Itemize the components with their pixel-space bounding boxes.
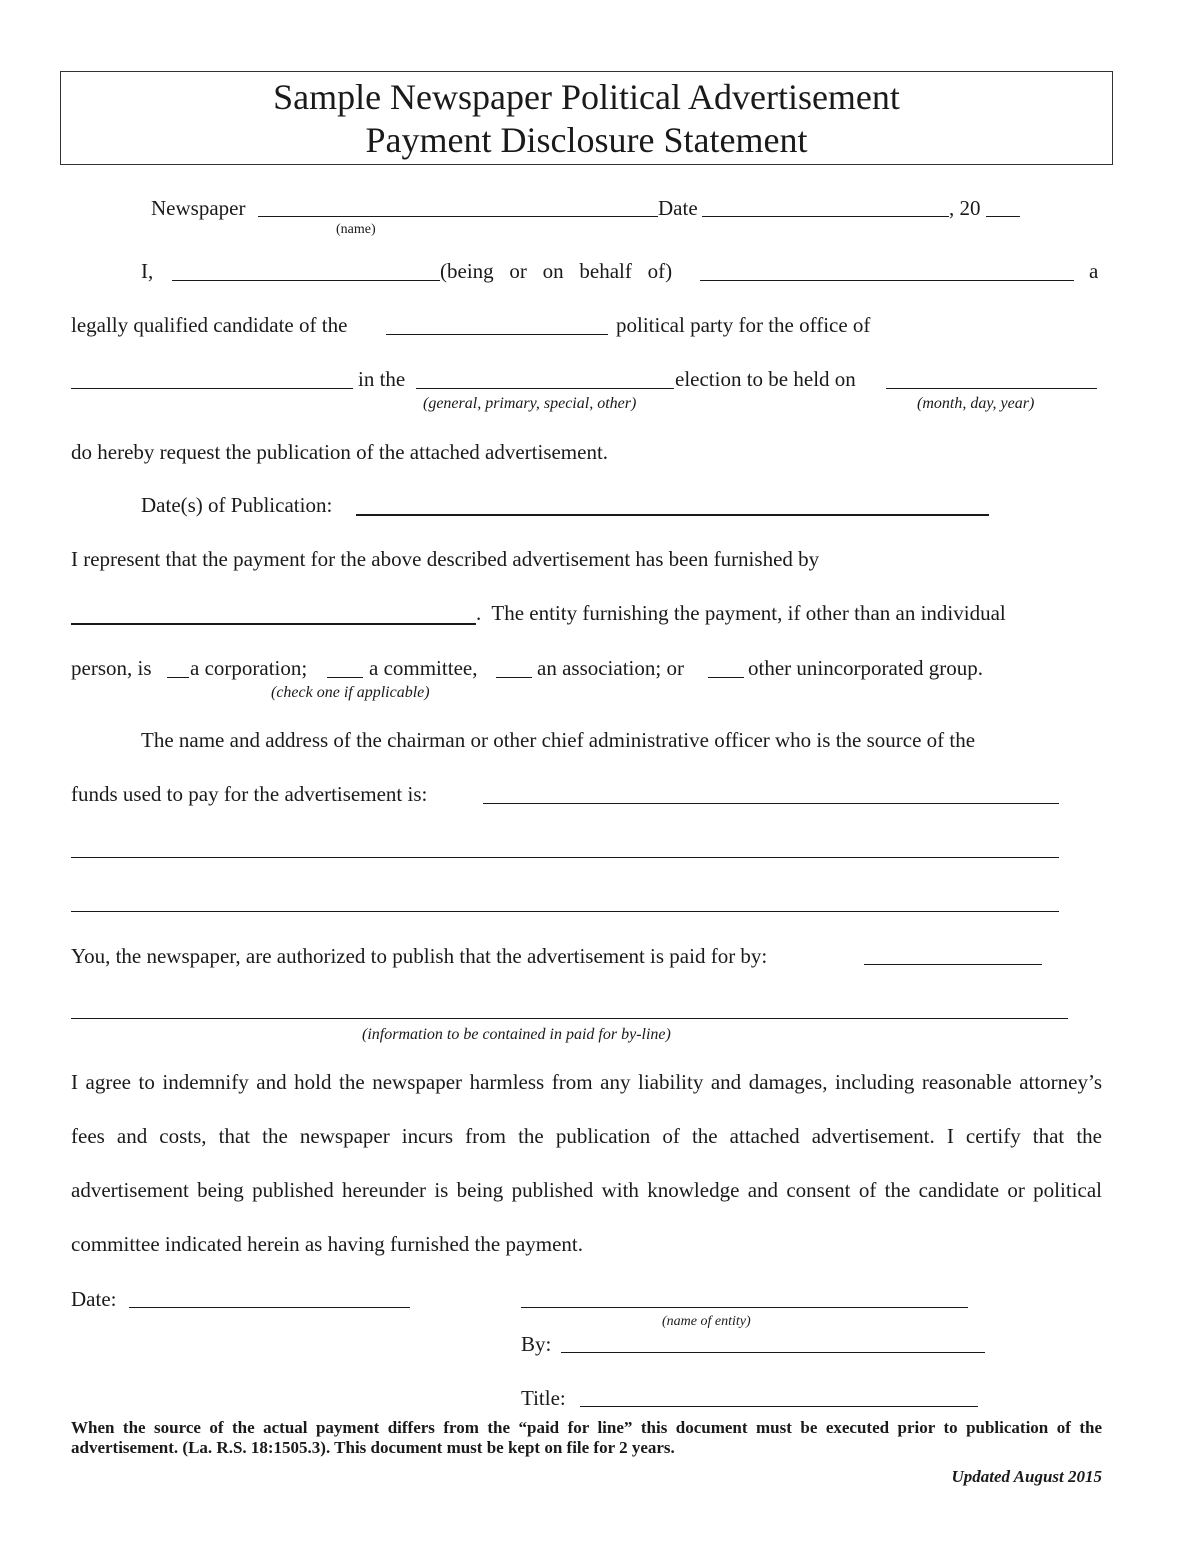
indemnify-paragraph: I agree to indemnify and hold the newspaper harmless from any liability and damages, including reasonable attorney’s fees and costs, that the newspaper incurs from the publication of the attached advertisement. I certify that the advertisement being published hereunder is being published with knowledge and consent of the candidate or political committee indicated herein as having furnished the payment. — [71, 1070, 1102, 1256]
entity-name-field[interactable] — [521, 1307, 968, 1308]
party-suffix: political party for the office of — [616, 313, 871, 337]
footnote: When the source of the actual payment differs from the “paid for line” this document must be executed prior to publication of the advertisement. (La. R.S. 18:1505.3). This document must be kept on file for 2 years. — [71, 1418, 1102, 1457]
committee-label: a committee, — [369, 656, 478, 680]
office-field[interactable] — [71, 388, 353, 389]
authorized-text: You, the newspaper, are authorized to publish that the advertisement is paid for by: — [71, 944, 768, 968]
title-line-2: Payment Disclosure Statement — [365, 120, 808, 160]
publication-label: Date(s) of Publication: — [141, 493, 333, 517]
signature-date-field[interactable] — [129, 1307, 410, 1308]
association-checkbox[interactable] — [496, 677, 532, 678]
entity-text: . The entity furnishing the payment, if other than an individual — [476, 601, 1006, 625]
title-label: Title: — [521, 1386, 566, 1410]
newspaper-name-field[interactable] — [258, 216, 658, 217]
signer-title-field[interactable] — [580, 1406, 978, 1407]
payment-source-field[interactable] — [71, 623, 476, 625]
association-label: an association; or — [537, 656, 684, 680]
corporation-label: a corporation; — [190, 656, 308, 680]
publication-dates-field[interactable] — [356, 514, 989, 516]
by-label: By: — [521, 1332, 552, 1356]
document-title-box — [60, 71, 1113, 165]
chairman-text-2: funds used to pay for the advertisement is: — [71, 782, 428, 806]
year-field[interactable] — [986, 216, 1020, 217]
corporation-checkbox[interactable] — [167, 677, 189, 678]
i-label: I, — [141, 259, 154, 283]
updated-date: Updated August 2015 — [951, 1467, 1102, 1486]
request-text: do hereby request the publication of the attached advertisement. — [71, 440, 609, 464]
chairman-address-field-3[interactable] — [71, 911, 1059, 912]
a-label: a — [1089, 259, 1099, 283]
person-is-label: person, is — [71, 656, 152, 680]
date-field[interactable] — [702, 216, 949, 217]
signature-date-label: Date: — [71, 1287, 117, 1311]
behalf-of-field[interactable] — [700, 280, 1074, 281]
election-label: election to be held on — [675, 367, 856, 391]
represent-text: I represent that the payment for the above described advertisement has been furnished by — [71, 547, 820, 571]
party-field[interactable] — [386, 334, 608, 335]
election-type-caption: (general, primary, special, other) — [423, 395, 637, 412]
chairman-address-field-1[interactable] — [483, 803, 1059, 804]
paid-for-by-field-2[interactable] — [71, 1018, 1068, 1019]
year-prefix: , 20 — [949, 196, 981, 220]
behalf-label: (being or on behalf of) — [440, 259, 673, 283]
date-label: Date — [658, 196, 698, 220]
other-group-label: other unincorporated group. — [748, 656, 984, 680]
committee-checkbox[interactable] — [327, 677, 363, 678]
entity-caption: (name of entity) — [662, 1314, 751, 1329]
election-type-field[interactable] — [416, 388, 674, 389]
chairman-address-field-2[interactable] — [71, 857, 1059, 858]
election-date-caption: (month, day, year) — [917, 395, 1035, 412]
paid-for-by-field-1[interactable] — [864, 964, 1042, 965]
newspaper-label: Newspaper — [151, 196, 246, 220]
in-the-label: in the — [358, 367, 406, 391]
party-prefix: legally qualified candidate of the — [71, 313, 348, 337]
election-date-field[interactable] — [886, 388, 1097, 389]
by-signature-field[interactable] — [561, 1352, 985, 1353]
title-line-1: Sample Newspaper Political Advertisement — [273, 77, 900, 117]
name-caption: (name) — [336, 222, 376, 237]
other-group-checkbox[interactable] — [708, 677, 744, 678]
chairman-text-1: The name and address of the chairman or other chief administrative officer who is the source of the — [141, 728, 976, 752]
byline-caption: (information to be contained in paid for by-line) — [362, 1026, 671, 1043]
check-one-caption: (check one if applicable) — [271, 684, 430, 701]
candidate-name-field[interactable] — [172, 280, 440, 281]
